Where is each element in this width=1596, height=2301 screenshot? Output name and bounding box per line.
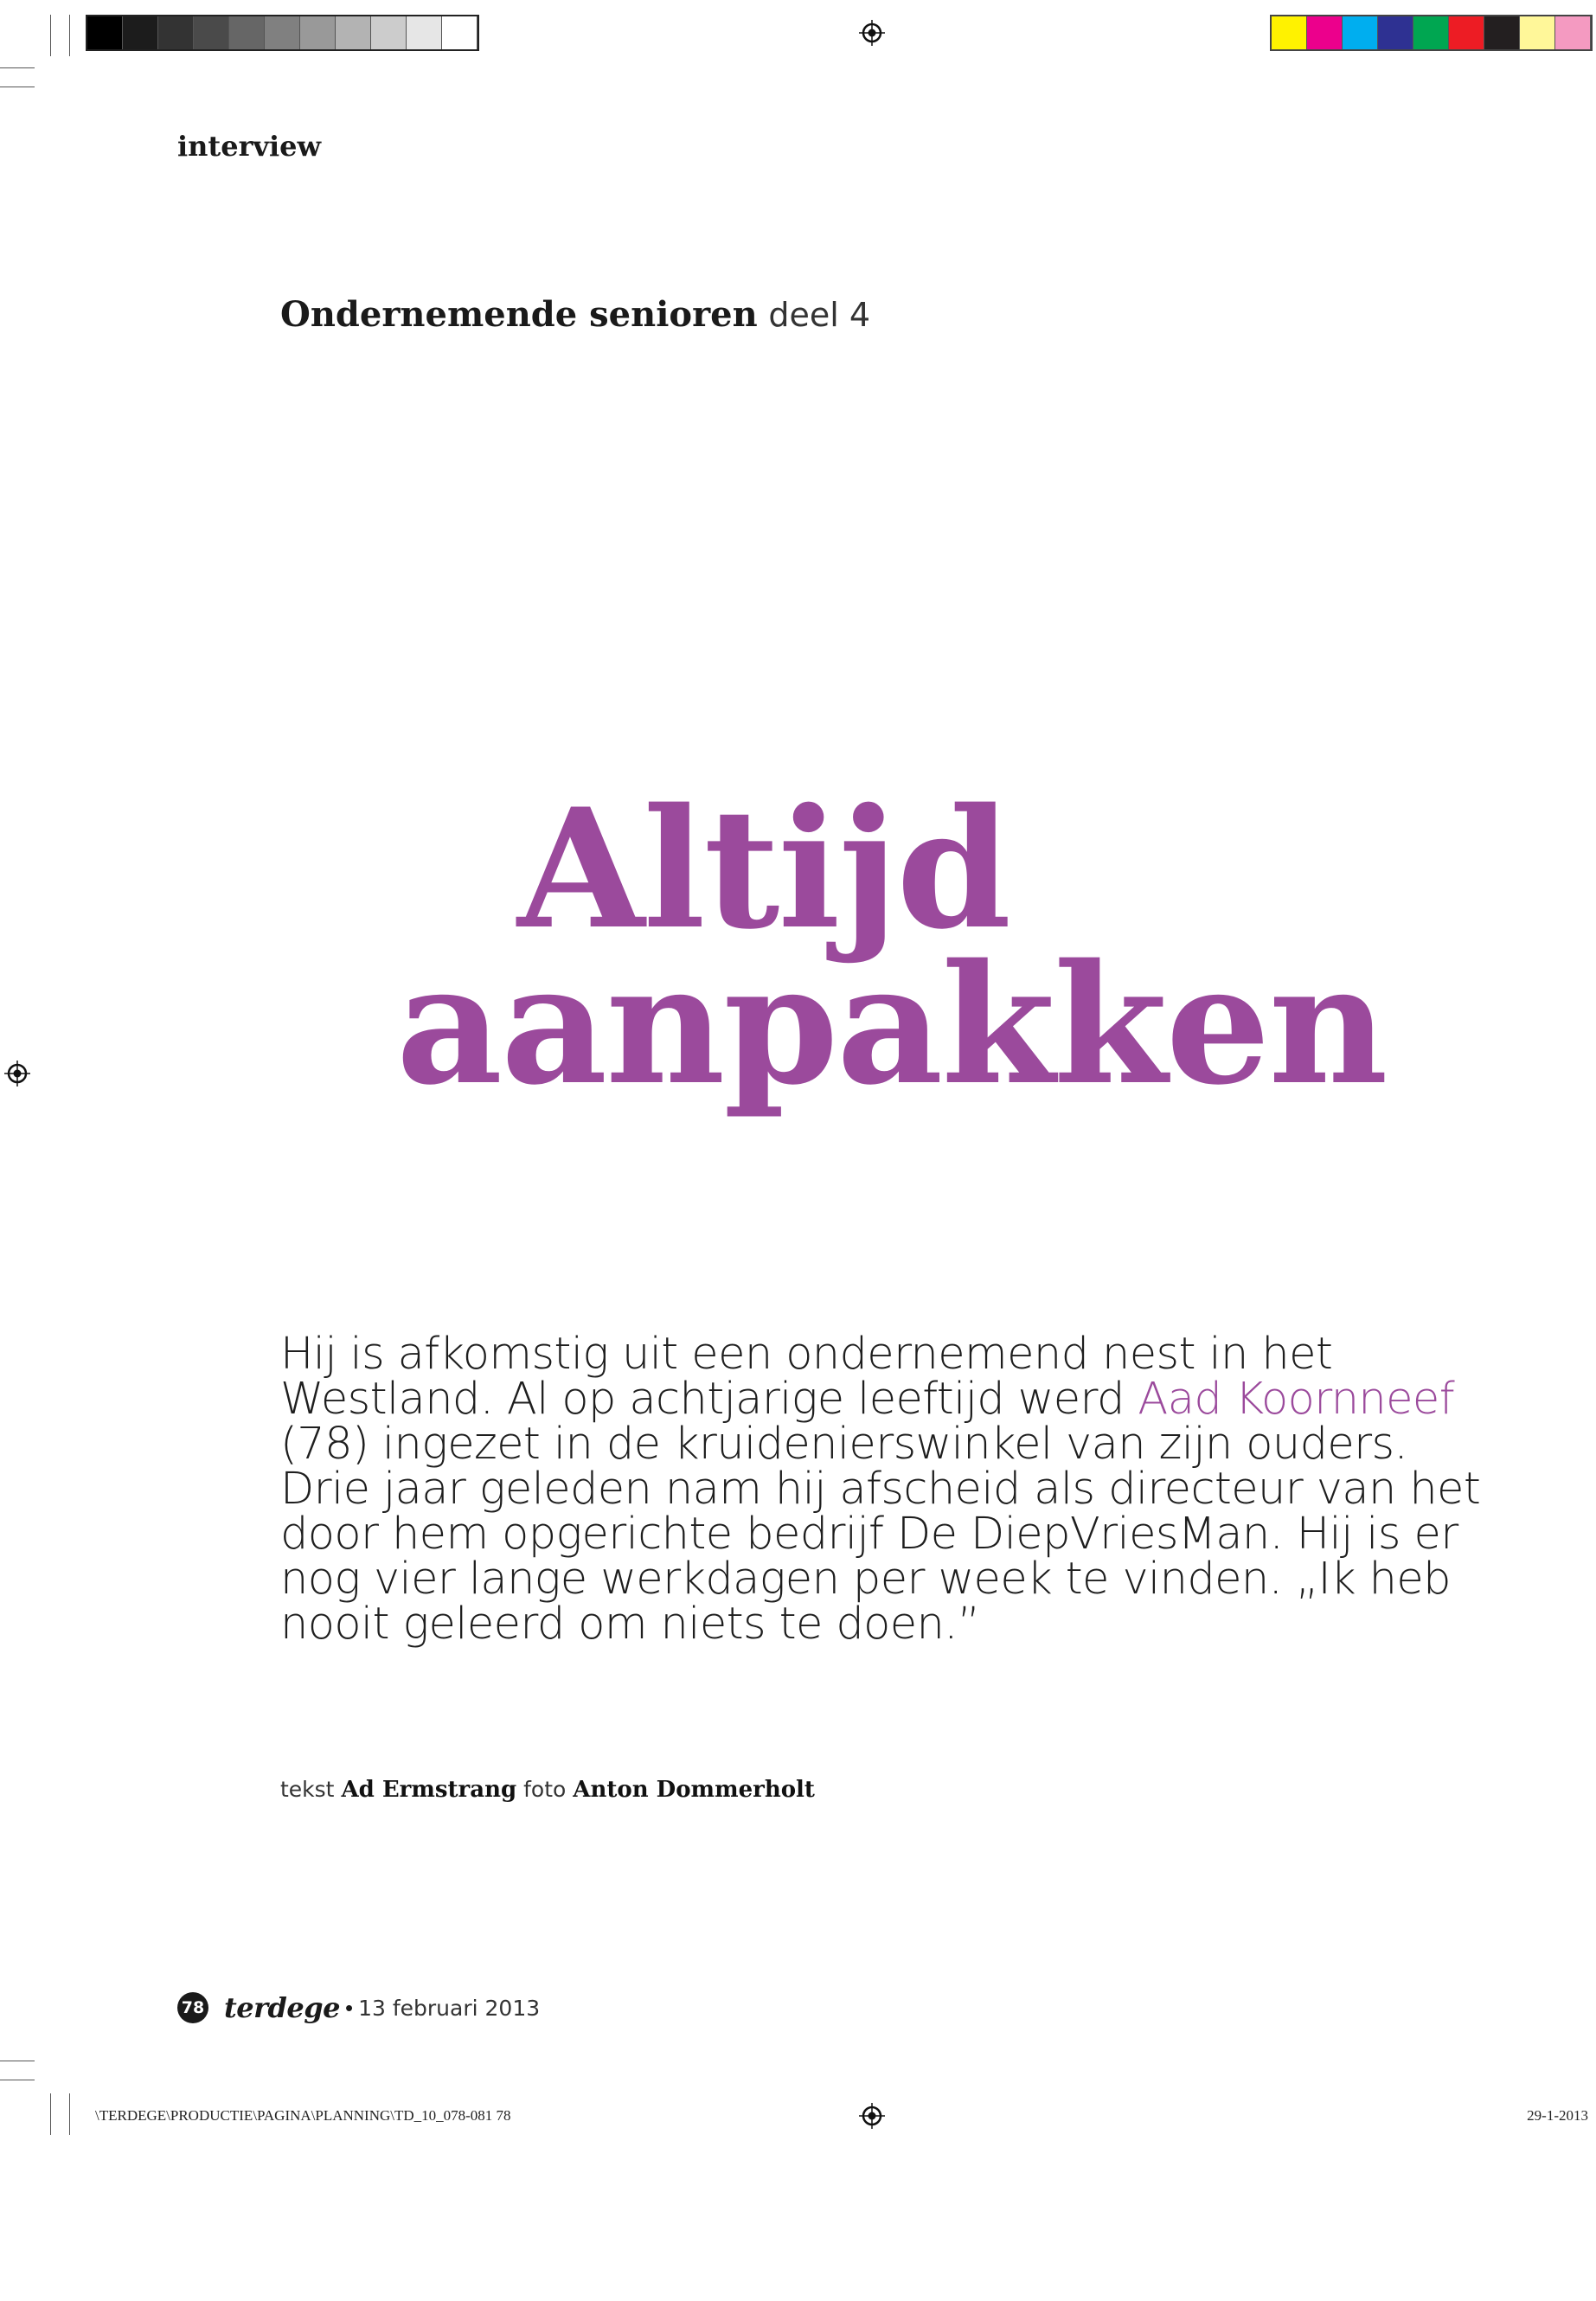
page-footer: [177, 1991, 540, 2024]
calibration-swatch: [1484, 16, 1520, 49]
crop-mark: [0, 67, 35, 68]
headline-line-2: aanpakken: [396, 928, 1387, 1121]
headline-line-1: Altijd: [517, 772, 1010, 965]
calibration-swatch: [300, 16, 336, 49]
calibration-swatch: [1343, 16, 1378, 49]
calibration-swatch: [1378, 16, 1413, 49]
calibration-swatch: [1449, 16, 1484, 49]
text-credit-label: tekst: [280, 1777, 335, 1802]
author-name: Ad Ermstrang: [341, 1777, 517, 1803]
calibration-swatch: [336, 16, 371, 49]
calibration-swatch: [87, 16, 123, 49]
magazine-logo: terdege: [224, 1991, 340, 2024]
calibration-swatch: [1555, 16, 1591, 49]
registration-mark-icon: [859, 2103, 885, 2129]
registration-mark-icon: [859, 20, 885, 46]
production-slug: \TERDEGE\PRODUCTIE\PAGINA\PLANNING\TD_10_078-081 78: [95, 2107, 511, 2124]
calibration-swatch: [229, 16, 265, 49]
photo-credit-label: foto: [523, 1777, 567, 1802]
issue-date: 13 februari 2013: [358, 1995, 541, 2021]
crop-mark: [50, 15, 51, 56]
lead-paragraph: [280, 1329, 1487, 1650]
series-name: Ondernemende senioren: [280, 294, 758, 335]
calibration-swatch: [442, 16, 478, 49]
crop-mark: [69, 15, 70, 56]
calibration-swatch: [265, 16, 300, 49]
calibration-swatch: [407, 16, 442, 49]
calibration-swatch: [1272, 16, 1307, 49]
lead-text-start: Hij is afkomstig uit een ondernemend nest in het Westland. Al op achtjarige leeftijd werd: [280, 1329, 1333, 1425]
calibration-swatch: [1413, 16, 1449, 49]
series-part: deel 4: [768, 296, 871, 334]
series-title: [280, 294, 870, 335]
photographer-name: Anton Dommerholt: [573, 1777, 815, 1803]
article-headline: [0, 772, 1596, 1121]
separator: •: [344, 1994, 354, 2021]
section-label: interview: [177, 130, 322, 163]
crop-mark: [50, 2093, 51, 2135]
calibration-swatch: [194, 16, 229, 49]
byline: [280, 1777, 815, 1803]
grayscale-calibration-bar: [86, 15, 479, 51]
calibration-swatch: [158, 16, 194, 49]
calibration-swatch: [1520, 16, 1555, 49]
calibration-swatch: [123, 16, 158, 49]
page-number: 78: [177, 1992, 208, 2023]
color-calibration-bar: [1270, 15, 1593, 51]
subject-name: Aad Koornneef: [1138, 1374, 1455, 1425]
calibration-swatch: [371, 16, 407, 49]
lead-text-end: (78) ingezet in de kruidenierswinkel van zijn ouders. Drie jaar geleden nam hij afscheid als directeur van het door hem opgerichte bedrijf De DiepVriesMan. Hij is er nog vier lange werkdagen per week te vinden. „Ik heb nooit geleerd om niets te doen.”: [280, 1419, 1481, 1650]
calibration-swatch: [1307, 16, 1343, 49]
crop-mark: [69, 2093, 70, 2135]
production-date: 29-1-2013: [1527, 2107, 1588, 2124]
